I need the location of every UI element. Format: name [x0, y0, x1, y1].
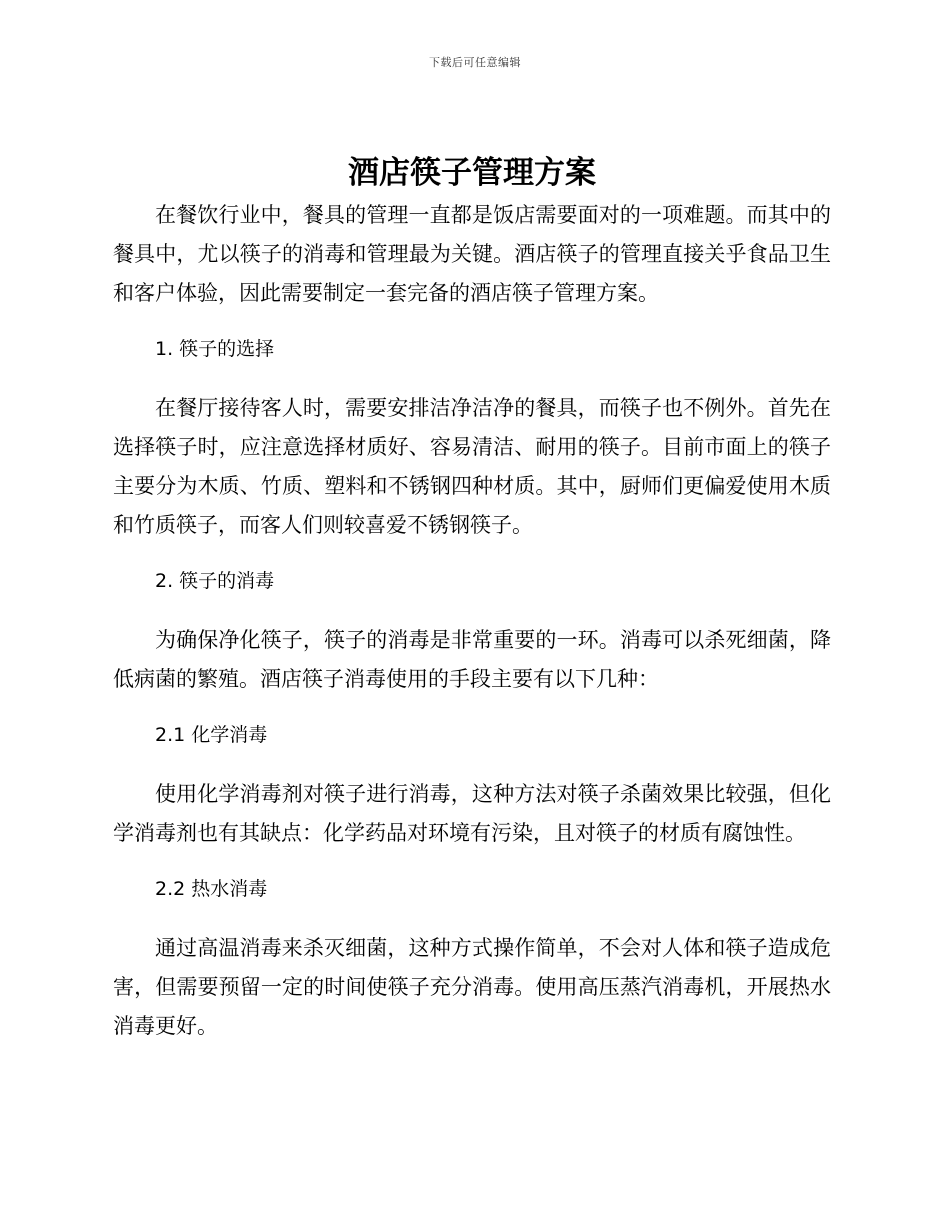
document-body — [113, 150, 831, 1046]
intro-paragraph: 在餐饮行业中，餐具的管理一直都是饭店需要面对的一项难题。而其中的餐具中，尤以筷子的消毒和管理最为关键。酒店筷子的管理直接关乎食品卫生和客户体验，因此需要制定一套完备的酒店筷子管理方案。 — [113, 203, 831, 305]
section-body-2-2: 通过高温消毒来杀灭细菌，这种方式操作简单，不会对人体和筷子造成危害，但需要预留一定的时间使筷子充分消毒。使用高压蒸汽消毒机，开展热水消毒更好。 — [113, 936, 831, 1038]
page-header: 下载后可任意编辑 — [429, 56, 521, 69]
section-heading-2-2: 2.2 热水消毒 — [155, 878, 268, 900]
section-body-2: 为确保净化筷子，筷子的消毒是非常重要的一环。消毒可以杀死细菌，降低病菌的繁殖。酒店筷子消毒使用的手段主要有以下几种： — [113, 628, 831, 691]
section-heading-2: 2. 筷子的消毒 — [155, 570, 275, 592]
section-body-2-1: 使用化学消毒剂对筷子进行消毒，这种方法对筷子杀菌效果比较强，但化学消毒剂也有其缺点：化学药品对环境有污染，且对筷子的材质有腐蚀性。 — [113, 782, 831, 845]
section-heading-1: 1. 筷子的选择 — [155, 338, 275, 360]
section-heading-2-1: 2.1 化学消毒 — [155, 724, 268, 746]
document-title: 酒店筷子管理方案 — [348, 155, 596, 191]
section-body-1: 在餐厅接待客人时，需要安排洁净洁净的餐具，而筷子也不例外。首先在选择筷子时，应注意选择材质好、容易清洁、耐用的筷子。目前市面上的筷子主要分为木质、竹质、塑料和不锈钢四种材质。其中，厨师们更偏爱使用木质和竹质筷子，而客人们则较喜爱不锈钢筷子。 — [113, 396, 831, 537]
